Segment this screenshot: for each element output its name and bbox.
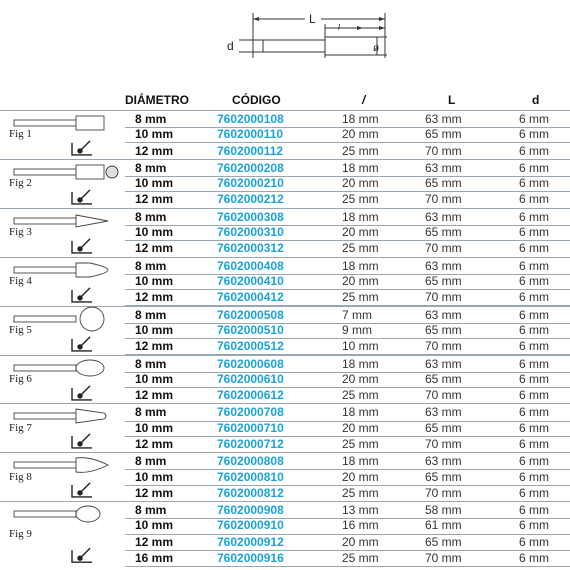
cell-L: 61 mm	[425, 518, 462, 533]
cell-L: 70 mm	[425, 143, 462, 158]
figure-label: Fig 9	[9, 527, 32, 540]
cell-d: 6 mm	[519, 534, 549, 549]
cell-code: 7602000812	[217, 485, 284, 500]
cell-d: 6 mm	[519, 225, 549, 240]
cell-l: 18 mm	[342, 258, 379, 273]
burr-tool-icon	[8, 159, 120, 208]
cell-l: 18 mm	[342, 356, 379, 371]
cell-diam: 8 mm	[135, 405, 167, 420]
header-codigo: CÓDIGO	[232, 93, 281, 107]
cell-d: 6 mm	[519, 371, 549, 386]
cell-l: 18 mm	[342, 405, 379, 420]
cell-diam: 8 mm	[135, 258, 167, 273]
figure-label: Fig 4	[9, 275, 32, 288]
cell-diam: 10 mm	[135, 322, 174, 337]
figure-label: Fig 3	[9, 226, 32, 239]
cell-d: 6 mm	[519, 322, 549, 337]
cell-L: 70 mm	[425, 551, 462, 566]
diagram-label-diameter: ø	[373, 43, 380, 54]
figure-group	[0, 159, 570, 208]
burr-tool-icon	[8, 501, 120, 566]
figure-label: Fig 2	[9, 177, 32, 190]
cell-diam: 8 mm	[135, 503, 167, 518]
cell-l: 20 mm	[342, 534, 379, 549]
cell-L: 65 mm	[425, 371, 462, 386]
cell-diam: 8 mm	[135, 307, 167, 322]
figure-label: Fig 7	[9, 421, 32, 434]
cell-l: 20 mm	[342, 420, 379, 435]
cell-L: 70 mm	[425, 485, 462, 500]
cell-l: 13 mm	[342, 503, 379, 518]
header-d: d	[532, 93, 540, 107]
cell-diam: 8 mm	[135, 356, 167, 371]
table-row	[125, 191, 570, 208]
cell-code: 7602000712	[217, 436, 284, 451]
cell-d: 6 mm	[519, 388, 549, 403]
cell-l: 20 mm	[342, 225, 379, 240]
cell-code: 7602000808	[217, 454, 284, 469]
cell-diam: 12 mm	[135, 485, 174, 500]
burr-tool-icon	[8, 452, 120, 501]
burr-tool-icon	[8, 403, 120, 452]
cell-d: 6 mm	[519, 209, 549, 224]
cell-L: 63 mm	[425, 258, 462, 273]
cell-diam: 10 mm	[135, 469, 174, 484]
figure-group	[0, 110, 570, 159]
cell-code: 7602000110	[217, 127, 284, 142]
cell-code: 7602000512	[217, 339, 284, 354]
cell-code: 7602000312	[217, 241, 284, 256]
cell-code: 7602000908	[217, 503, 284, 518]
cell-l: 20 mm	[342, 469, 379, 484]
cell-d: 6 mm	[519, 436, 549, 451]
table-row	[125, 273, 570, 290]
cell-d: 6 mm	[519, 405, 549, 420]
cell-code: 7602000108	[217, 112, 284, 126]
cell-code: 7602000310	[217, 225, 284, 240]
cell-d: 6 mm	[519, 307, 549, 322]
cell-code: 7602000410	[217, 273, 284, 288]
cell-diam: 12 mm	[135, 534, 174, 549]
cell-l: 25 mm	[342, 388, 379, 403]
cell-L: 65 mm	[425, 469, 462, 484]
table-row	[125, 224, 570, 241]
header-L: L	[448, 93, 456, 107]
figure-label: Fig 1	[9, 128, 32, 141]
cell-d: 6 mm	[519, 112, 549, 126]
table-row	[125, 485, 570, 502]
figure-group	[0, 501, 570, 566]
cell-L: 70 mm	[425, 339, 462, 354]
figure-group	[0, 306, 570, 355]
cell-L: 63 mm	[425, 160, 462, 175]
table-row	[125, 322, 570, 339]
figure-label: Fig 6	[9, 372, 32, 385]
cell-diam: 10 mm	[135, 225, 174, 240]
cell-d: 6 mm	[519, 454, 549, 469]
cell-L: 70 mm	[425, 388, 462, 403]
table-row	[125, 289, 570, 306]
cell-l: 25 mm	[342, 551, 379, 566]
cell-code: 7602000210	[217, 176, 284, 191]
table-row	[125, 534, 570, 551]
cell-L: 70 mm	[425, 241, 462, 256]
burr-tool-icon	[8, 306, 120, 355]
cell-d: 6 mm	[519, 503, 549, 518]
cell-code: 7602000308	[217, 209, 284, 224]
table-row	[125, 420, 570, 437]
header-l: /	[362, 93, 366, 107]
cell-diam: 12 mm	[135, 290, 174, 305]
diagram-label-d: d	[227, 39, 234, 53]
table-row	[125, 338, 570, 355]
cell-l: 25 mm	[342, 143, 379, 158]
burr-tool-icon	[8, 355, 120, 404]
cell-L: 65 mm	[425, 225, 462, 240]
figure-group	[0, 452, 570, 501]
cell-l: 18 mm	[342, 160, 379, 175]
burr-tool-icon	[8, 208, 120, 257]
figure-group	[0, 257, 570, 306]
cell-d: 6 mm	[519, 420, 549, 435]
cell-d: 6 mm	[519, 160, 549, 175]
cell-l: 25 mm	[342, 485, 379, 500]
cell-diam: 8 mm	[135, 112, 167, 126]
cell-code: 7602000710	[217, 420, 284, 435]
cell-l: 16 mm	[342, 518, 379, 533]
figure-label: Fig 8	[9, 470, 32, 483]
cell-l: 9 mm	[342, 322, 372, 337]
cell-diam: 10 mm	[135, 127, 174, 142]
cell-L: 63 mm	[425, 307, 462, 322]
cell-code: 7602000508	[217, 307, 284, 322]
cell-code: 7602000208	[217, 160, 284, 175]
table-row	[125, 550, 570, 567]
cell-L: 70 mm	[425, 192, 462, 207]
cell-L: 63 mm	[425, 454, 462, 469]
cell-diam: 8 mm	[135, 209, 167, 224]
cell-diam: 10 mm	[135, 176, 174, 191]
cell-d: 6 mm	[519, 273, 549, 288]
cell-l: 25 mm	[342, 290, 379, 305]
cell-code: 7602000610	[217, 371, 284, 386]
cell-L: 65 mm	[425, 127, 462, 142]
cell-L: 70 mm	[425, 290, 462, 305]
cell-diam: 10 mm	[135, 420, 174, 435]
cell-l: 18 mm	[342, 112, 379, 126]
cell-d: 6 mm	[519, 290, 549, 305]
cell-l: 20 mm	[342, 127, 379, 142]
table-row	[125, 126, 570, 143]
cell-code: 7602000112	[217, 143, 284, 158]
cell-L: 58 mm	[425, 503, 462, 518]
table-row	[125, 469, 570, 486]
table-row	[125, 240, 570, 257]
cell-diam: 12 mm	[135, 388, 174, 403]
cell-code: 7602000916	[217, 551, 284, 566]
cell-d: 6 mm	[519, 241, 549, 256]
diagram-label-L: L	[309, 12, 316, 26]
cell-l: 18 mm	[342, 209, 379, 224]
cell-diam: 12 mm	[135, 241, 174, 256]
cell-code: 7602000612	[217, 388, 284, 403]
header-diametro: DIÁMETRO	[125, 93, 189, 107]
cell-L: 65 mm	[425, 176, 462, 191]
figure-group	[0, 403, 570, 452]
cell-L: 65 mm	[425, 322, 462, 337]
figure-label: Fig 5	[9, 324, 32, 337]
cell-code: 7602000608	[217, 356, 284, 371]
cell-code: 7602000510	[217, 322, 284, 337]
cell-d: 6 mm	[519, 339, 549, 354]
cell-code: 7602000412	[217, 290, 284, 305]
table-row	[125, 371, 570, 388]
cell-L: 63 mm	[425, 356, 462, 371]
table-row	[125, 436, 570, 453]
burr-tool-icon	[8, 110, 120, 159]
diagram-label-l: l	[338, 23, 340, 32]
cell-d: 6 mm	[519, 143, 549, 158]
cell-code: 7602000910	[217, 518, 284, 533]
dimension-diagram	[225, 8, 395, 68]
cell-d: 6 mm	[519, 127, 549, 142]
figure-group	[0, 208, 570, 257]
cell-l: 25 mm	[342, 241, 379, 256]
cell-l: 20 mm	[342, 176, 379, 191]
cell-diam: 12 mm	[135, 143, 174, 158]
cell-code: 7602000912	[217, 534, 284, 549]
cell-L: 70 mm	[425, 436, 462, 451]
cell-code: 7602000212	[217, 192, 284, 207]
cell-l: 18 mm	[342, 454, 379, 469]
cell-diam: 12 mm	[135, 436, 174, 451]
cell-diam: 16 mm	[135, 551, 174, 566]
cell-l: 20 mm	[342, 273, 379, 288]
table-row	[125, 175, 570, 192]
cell-diam: 8 mm	[135, 454, 167, 469]
cell-d: 6 mm	[519, 469, 549, 484]
cell-diam: 10 mm	[135, 371, 174, 386]
cell-l: 20 mm	[342, 371, 379, 386]
cell-diam: 10 mm	[135, 518, 174, 533]
table-row	[125, 143, 570, 160]
cell-d: 6 mm	[519, 518, 549, 533]
cell-diam: 12 mm	[135, 192, 174, 207]
cell-d: 6 mm	[519, 258, 549, 273]
cell-L: 65 mm	[425, 420, 462, 435]
cell-L: 63 mm	[425, 112, 462, 126]
cell-L: 63 mm	[425, 405, 462, 420]
cell-diam: 10 mm	[135, 273, 174, 288]
table-row	[125, 387, 570, 404]
cell-d: 6 mm	[519, 176, 549, 191]
figure-group	[0, 355, 570, 404]
cell-l: 25 mm	[342, 436, 379, 451]
cell-d: 6 mm	[519, 485, 549, 500]
table-row	[125, 517, 570, 534]
cell-code: 7602000708	[217, 405, 284, 420]
cell-L: 65 mm	[425, 534, 462, 549]
cell-l: 7 mm	[342, 307, 372, 322]
cell-diam: 12 mm	[135, 339, 174, 354]
cell-l: 25 mm	[342, 192, 379, 207]
cell-d: 6 mm	[519, 356, 549, 371]
cell-l: 10 mm	[342, 339, 379, 354]
cell-L: 65 mm	[425, 273, 462, 288]
cell-d: 6 mm	[519, 192, 549, 207]
cell-code: 7602000408	[217, 258, 284, 273]
burr-tool-icon	[8, 257, 120, 306]
cell-d: 6 mm	[519, 551, 549, 566]
cell-diam: 8 mm	[135, 160, 167, 175]
cell-L: 63 mm	[425, 209, 462, 224]
cell-code: 7602000810	[217, 469, 284, 484]
